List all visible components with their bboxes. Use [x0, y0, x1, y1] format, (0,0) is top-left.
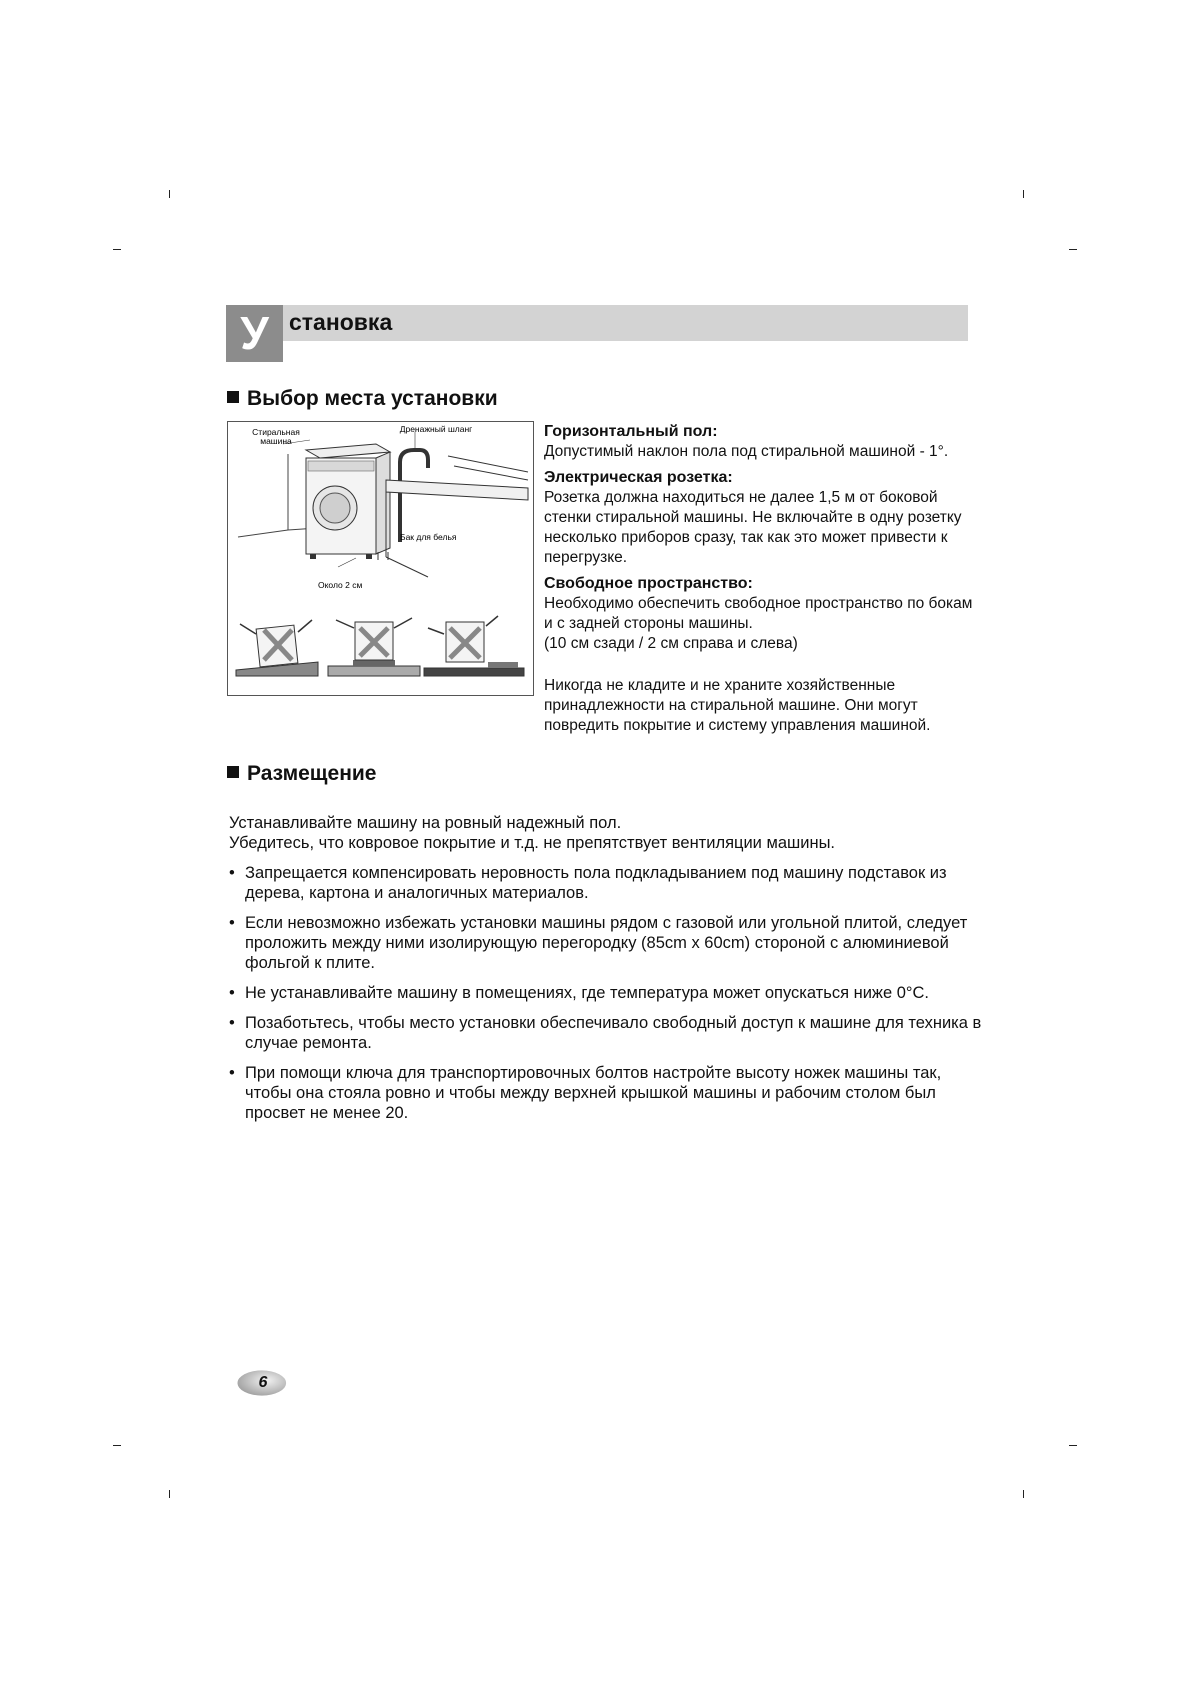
subheading-socket: Электрическая розетка:: [544, 469, 733, 486]
prohibited-scene-1: [236, 620, 318, 676]
storage-note: Никогда не кладите и не храните хозяйственные принадлежности на стиральной машине. Они могут повредить покрытие и систему управления машиной.: [544, 677, 931, 734]
subheading-floor: Горизонтальный пол:: [544, 423, 718, 440]
placement-section: [229, 813, 989, 1133]
label-gap: Около 2 см: [318, 580, 363, 590]
list-item: • Запрещается компенсировать неровность пола подкладыванием под машину подставок из дерева, картона и аналогичных материалов.: [229, 863, 989, 903]
crop-mark: [1069, 1445, 1077, 1446]
label-washer-line2: машина: [260, 436, 292, 446]
crop-mark: [1023, 1490, 1024, 1498]
page-title: становка: [289, 309, 393, 335]
crop-mark: [113, 249, 121, 250]
page-number: 6: [258, 1374, 268, 1391]
crop-mark: [1023, 190, 1024, 198]
square-bullet-icon: [227, 766, 239, 778]
section-heading-text: Размещение: [247, 762, 377, 785]
title-initial-box: У: [226, 305, 283, 362]
list-item: • Позаботьтесь, чтобы место установки обеспечивало свободный доступ к машине для техника в случае ремонта.: [229, 1013, 989, 1053]
list-item: • Если невозможно избежать установки машины рядом с газовой или угольной плитой, следует проложить между ними изолирующую перегородку (85cm x 60cm) стороной с алюминиевой фольгой к плите.: [229, 913, 989, 973]
crop-mark: [169, 190, 170, 198]
section-heading-location: [227, 386, 498, 412]
washer-illustration: [306, 444, 390, 559]
text-space: Необходимо обеспечить свободное пространство по бокам и с задней стороны машины.: [544, 595, 973, 632]
square-bullet-icon: [227, 391, 239, 403]
prohibited-scene-3: [424, 616, 524, 676]
label-washer-line1: Стиральная: [252, 427, 300, 437]
crop-mark: [169, 1490, 170, 1498]
label-drain-hose: Дренажный шланг: [399, 424, 473, 434]
crop-mark: [113, 1445, 121, 1446]
subheading-space: Свободное пространство:: [544, 575, 753, 592]
text-socket: Розетка должна находиться не далее 1,5 м от боковой стенки стиральной машины. Не включайте в одну розетку несколько приборов сразу, так как это может привести к перегрузке.: [544, 489, 962, 566]
placement-list: [229, 863, 989, 1123]
section-heading-text: Выбор места установки: [247, 387, 498, 410]
section-heading-placement: [227, 761, 376, 787]
placement-intro-2: Убедитесь, что ковровое покрытие и т.д. не препятствует вентиляции машины.: [229, 834, 836, 852]
list-item: • Не устанавливайте машину в помещениях, где температура может опускаться ниже 0°C.: [229, 983, 989, 1003]
installation-figure: [227, 421, 534, 696]
text-space-extra: (10 см сзади / 2 см справа и слева): [544, 635, 798, 652]
location-requirements: [544, 422, 974, 736]
placement-intro-1: Устанавливайте машину на ровный надежный пол.: [229, 814, 622, 832]
text-floor: Допустимый наклон пола под стиральной машиной - 1°.: [544, 443, 949, 460]
crop-mark: [1069, 249, 1077, 250]
list-item: • При помощи ключа для транспортировочных болтов настройте высоту ножек машины так, чтобы она стояла ровно и чтобы между верхней крышкой машины и рабочим столом был просвет не менее 20.: [229, 1063, 989, 1123]
prohibited-scene-2: [328, 618, 420, 676]
label-tub: Бак для белья: [400, 532, 457, 542]
